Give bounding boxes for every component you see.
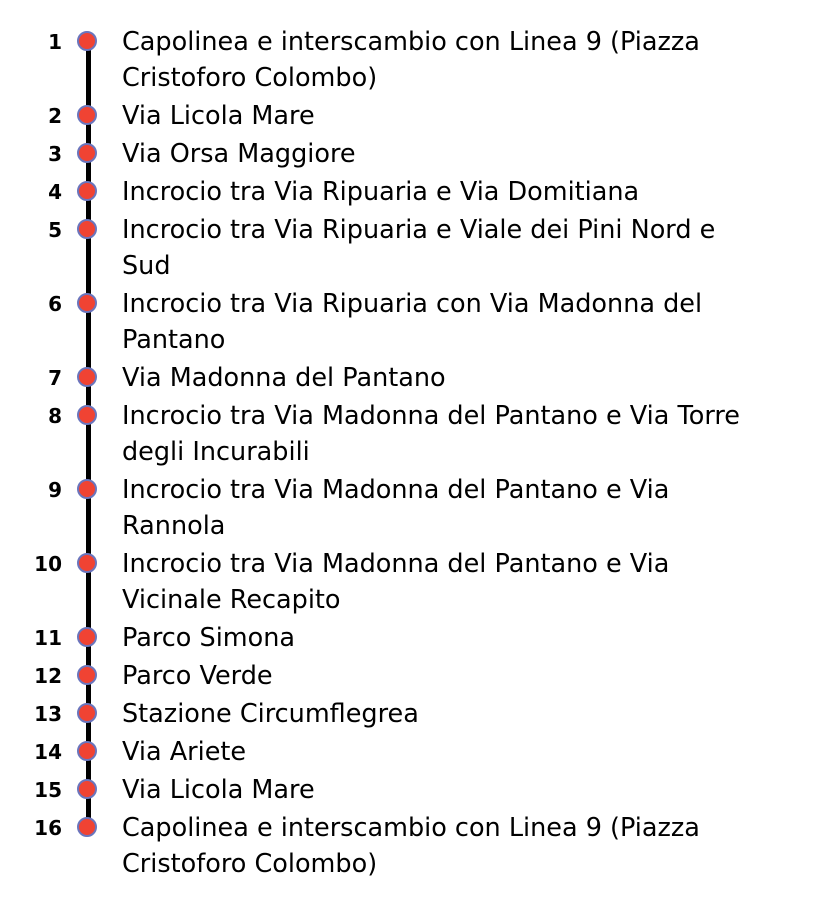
stop-dot-icon <box>77 703 97 723</box>
stop-number: 5 <box>48 218 62 242</box>
stop-name: Via Ariete <box>122 737 247 767</box>
stop-number: 3 <box>48 142 62 166</box>
stop-name: Incrocio tra Via Madonna del Pantano e Via Rannola <box>122 475 670 541</box>
stop-number: 12 <box>34 664 62 688</box>
stop-dot-icon <box>77 105 97 125</box>
stop-name: Parco Verde <box>122 661 273 691</box>
stop-dot-icon <box>77 293 97 313</box>
stop-name: Capolinea e interscambio con Linea 9 (Piazza Cristoforo Colombo) <box>122 813 700 879</box>
stop-name: Via Madonna del Pantano <box>122 363 446 393</box>
stop-number: 14 <box>34 740 62 764</box>
stop-number: 8 <box>48 404 62 428</box>
stop-dot-icon <box>77 143 97 163</box>
stop-name: Incrocio tra Via Ripuaria e Via Domitiana <box>122 177 640 207</box>
stop-dot-icon <box>77 479 97 499</box>
stop-number: 1 <box>48 30 62 54</box>
stop-name: Via Licola Mare <box>122 775 315 805</box>
stop-dot-icon <box>77 405 97 425</box>
stop-number: 11 <box>34 626 62 650</box>
stop-dot-icon <box>77 779 97 799</box>
stop-name: Stazione Circumflegrea <box>122 699 419 729</box>
stop-number: 10 <box>34 552 62 576</box>
stop-dot-icon <box>77 553 97 573</box>
stop-dot-icon <box>77 665 97 685</box>
stop-name: Parco Simona <box>122 623 296 653</box>
stop-dot-icon <box>77 181 97 201</box>
stop-number: 7 <box>48 366 62 390</box>
stop-number: 13 <box>34 702 62 726</box>
stop-name: Via Licola Mare <box>122 101 315 131</box>
stop-name: Incrocio tra Via Ripuaria con Via Madonna del Pantano <box>122 289 703 355</box>
stop-number: 16 <box>34 816 62 840</box>
stop-dot-icon <box>77 627 97 647</box>
stop-dot-icon <box>77 741 97 761</box>
stop-number: 4 <box>48 180 62 204</box>
stop-dot-icon <box>77 817 97 837</box>
stop-number: 6 <box>48 292 62 316</box>
stop-name: Capolinea e interscambio con Linea 9 (Piazza Cristoforo Colombo) <box>122 27 700 93</box>
stop-dot-icon <box>77 367 97 387</box>
stop-name: Incrocio tra Via Madonna del Pantano e Via Torre degli Incurabili <box>122 401 740 467</box>
stop-number: 9 <box>48 478 62 502</box>
stop-number: 15 <box>34 778 62 802</box>
stop-dot-icon <box>77 219 97 239</box>
stop-dot-icon <box>77 31 97 51</box>
stop-name: Via Orsa Maggiore <box>122 139 356 169</box>
stop-name: Incrocio tra Via Ripuaria e Viale dei Pini Nord e Sud <box>122 215 716 281</box>
stop-number: 2 <box>48 104 62 128</box>
stop-name: Incrocio tra Via Madonna del Pantano e Via Vicinale Recapito <box>122 549 670 615</box>
